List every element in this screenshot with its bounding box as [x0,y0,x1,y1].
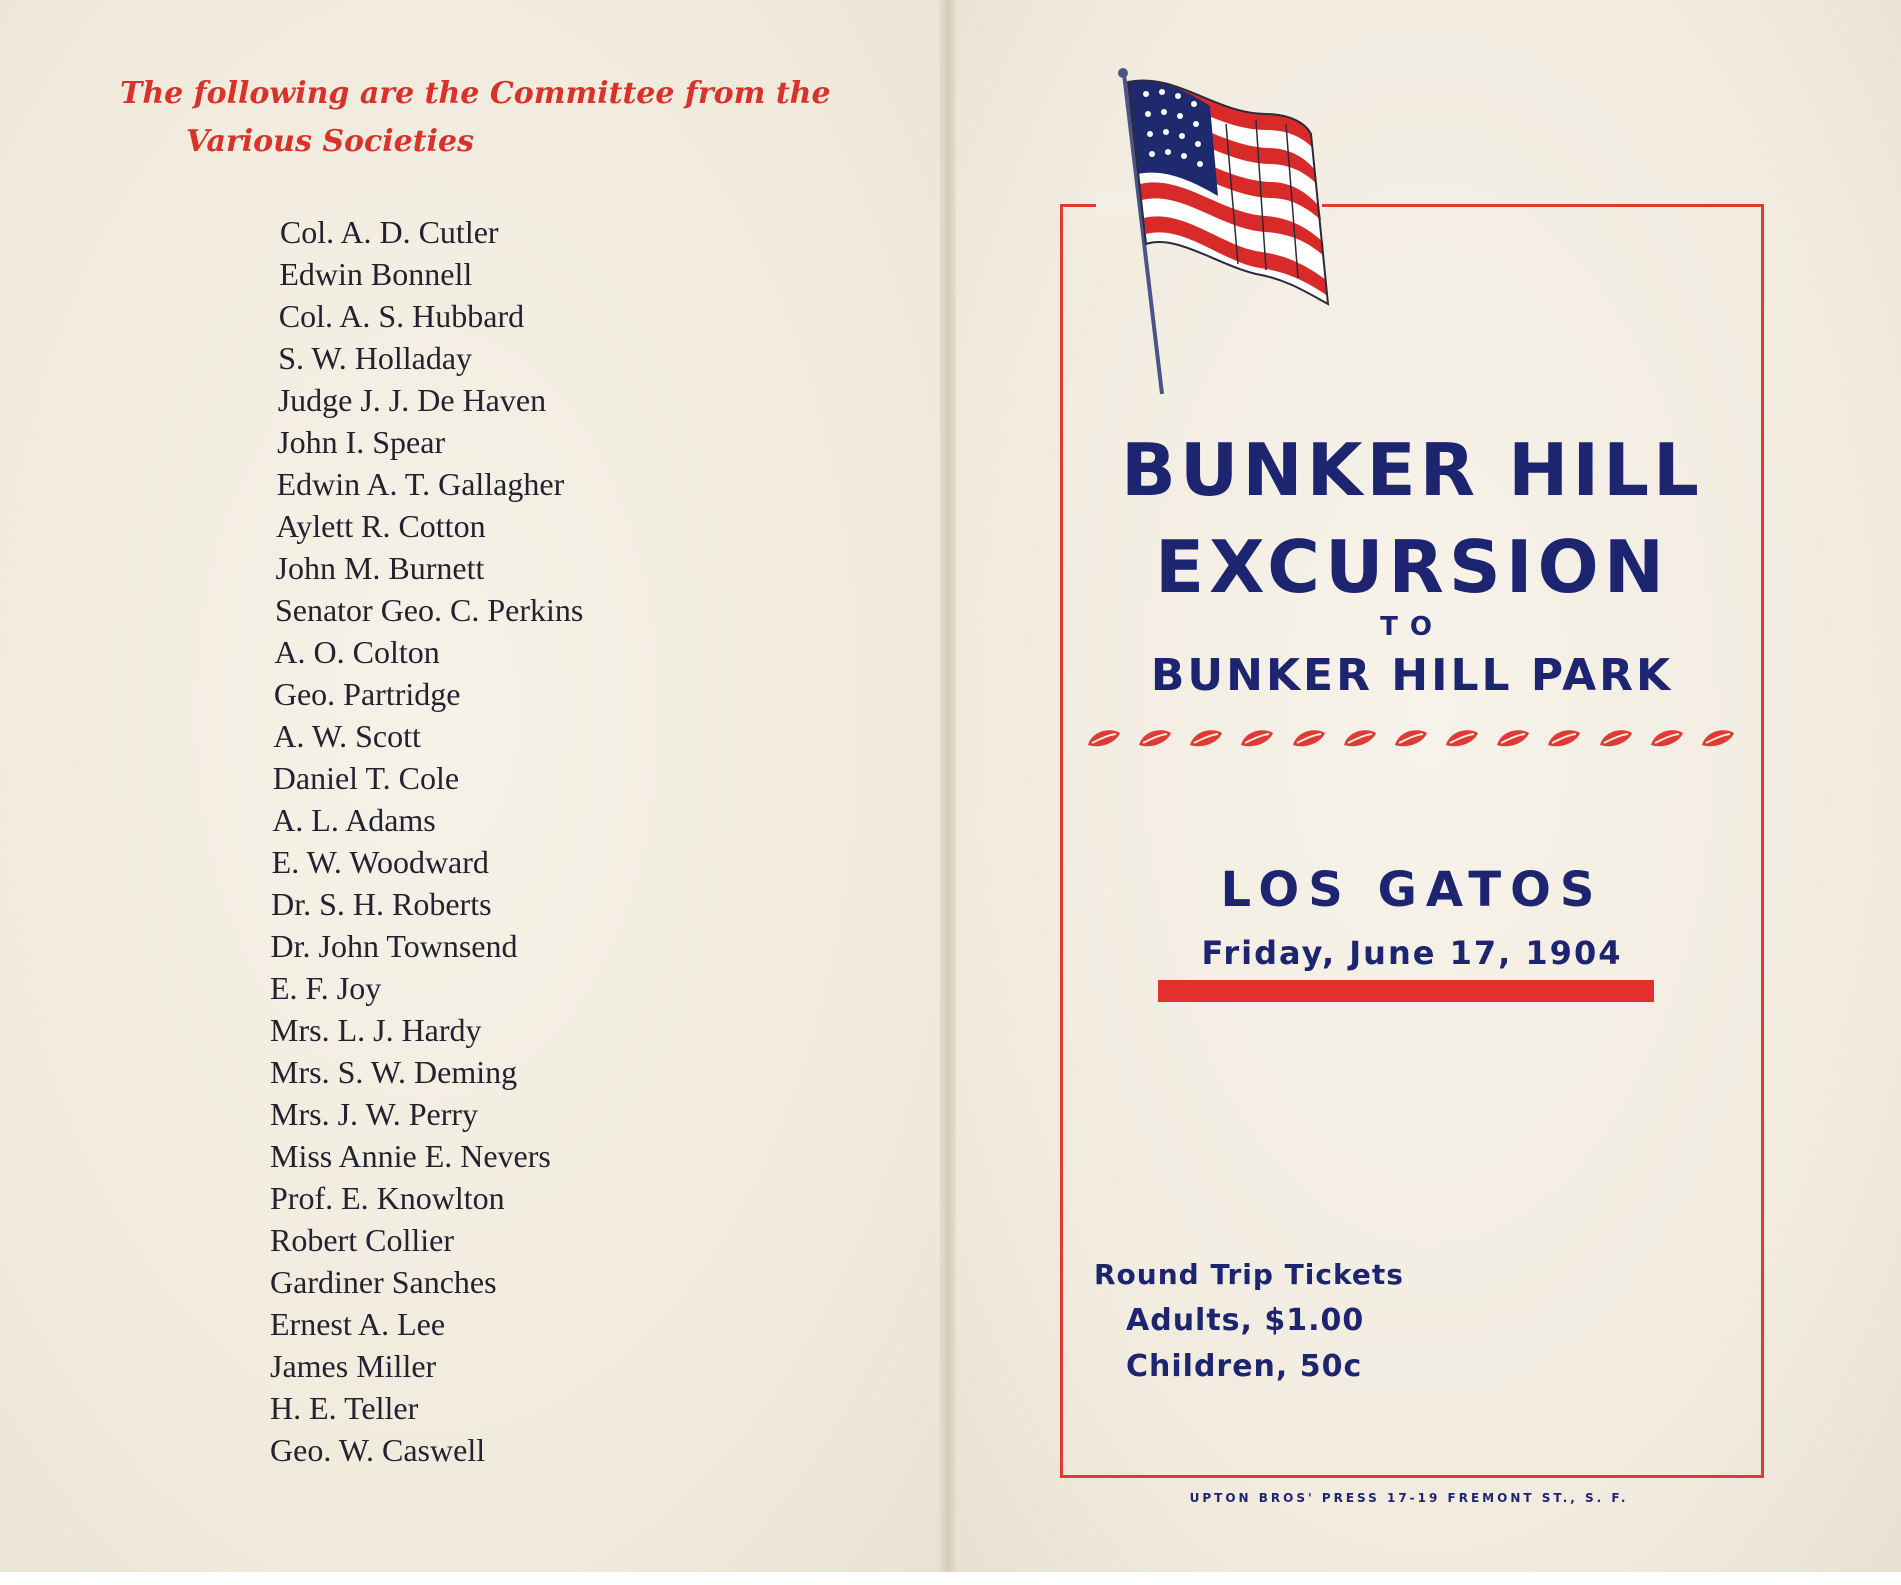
committee-member: Prof. E. Knowlton [270,1180,505,1216]
tickets-adults-price: Adults, $1.00 [1126,1303,1365,1338]
committee-member: Ernest A. Lee [270,1306,446,1342]
leaf-ornament-divider [1086,727,1736,753]
title-line-3: BUNKER HILL PARK [1150,650,1674,701]
printer-imprint: UPTON BROS' PRESS 17-19 FREMONT ST., S. F. [1189,1491,1629,1505]
title-line-1: BUNKER HILL [1121,428,1703,512]
committee-member: Senator Geo. C. Perkins [274,592,584,628]
leaf-ornament-icon [1291,727,1327,749]
committee-member: S. W. Holladay [278,340,473,376]
committee-member: Geo. W. Caswell [270,1432,486,1468]
committee-member: Mrs. J. W. Perry [270,1096,479,1132]
committee-member: E. F. Joy [270,970,382,1006]
committee-member: Mrs. S. W. Deming [270,1054,518,1090]
title-to: TO [1380,612,1444,642]
leaf-ornament-icon [1342,727,1378,749]
committee-member: E. W. Woodward [271,844,489,880]
title-line-2: EXCURSION [1155,525,1669,609]
tickets-heading: Round Trip Tickets [1094,1258,1404,1291]
leaf-ornament-icon [1086,727,1122,749]
committee-member: Dr. S. H. Roberts [271,886,492,922]
leaf-ornament-icon [1700,727,1736,749]
town-name: LOS GATOS [1220,862,1604,918]
committee-member: Gardiner Sanches [270,1264,497,1300]
committee-member: A. L. Adams [272,802,436,838]
committee-member: James Miller [270,1348,437,1384]
committee-member: A. W. Scott [273,718,421,754]
committee-member: Edwin A. T. Gallagher [276,466,565,502]
leaf-ornament-icon [1444,727,1480,749]
right-page [956,0,1901,1585]
committee-heading-line-2: Various Societies [186,124,474,159]
committee-member: Col. A. S. Hubbard [278,298,525,334]
red-rule [1158,980,1654,1002]
committee-member: Col. A. D. Cutler [279,214,499,250]
committee-member: Geo. Partridge [273,676,461,712]
american-flag-icon [1106,64,1336,404]
leaf-ornament-icon [1649,727,1685,749]
committee-member: Aylett R. Cotton [276,508,486,544]
committee-member: Mrs. L. J. Hardy [270,1012,482,1048]
committee-member: John I. Spear [277,424,446,460]
committee-heading-line-1: The following are the Committee from the [120,76,831,111]
leaf-ornament-icon [1393,727,1429,749]
committee-member: H. E. Teller [270,1390,419,1426]
committee-member-list [270,211,583,1471]
left-page [0,0,950,1585]
leaf-ornament-icon [1546,727,1582,749]
committee-member: Miss Annie E. Nevers [270,1138,551,1174]
leaf-ornament-icon [1495,727,1531,749]
committee-member: Daniel T. Cole [272,760,460,796]
ticket-info [1094,1252,1404,1390]
committee-member: Dr. John Townsend [270,928,518,964]
tickets-children-price: Children, 50c [1126,1349,1363,1384]
committee-member: A. O. Colton [274,634,440,670]
scan-margin [0,1572,1901,1585]
committee-heading [120,70,840,166]
committee-member: John M. Burnett [275,550,485,586]
leaf-ornament-icon [1239,727,1275,749]
committee-member: Judge J. J. De Haven [277,382,547,418]
committee-member: Edwin Bonnell [279,256,473,292]
leaf-ornament-icon [1137,727,1173,749]
event-date: Friday, June 17, 1904 [1201,934,1623,972]
leaf-ornament-icon [1188,727,1224,749]
leaf-ornament-icon [1598,727,1634,749]
committee-member: Robert Collier [270,1222,454,1258]
